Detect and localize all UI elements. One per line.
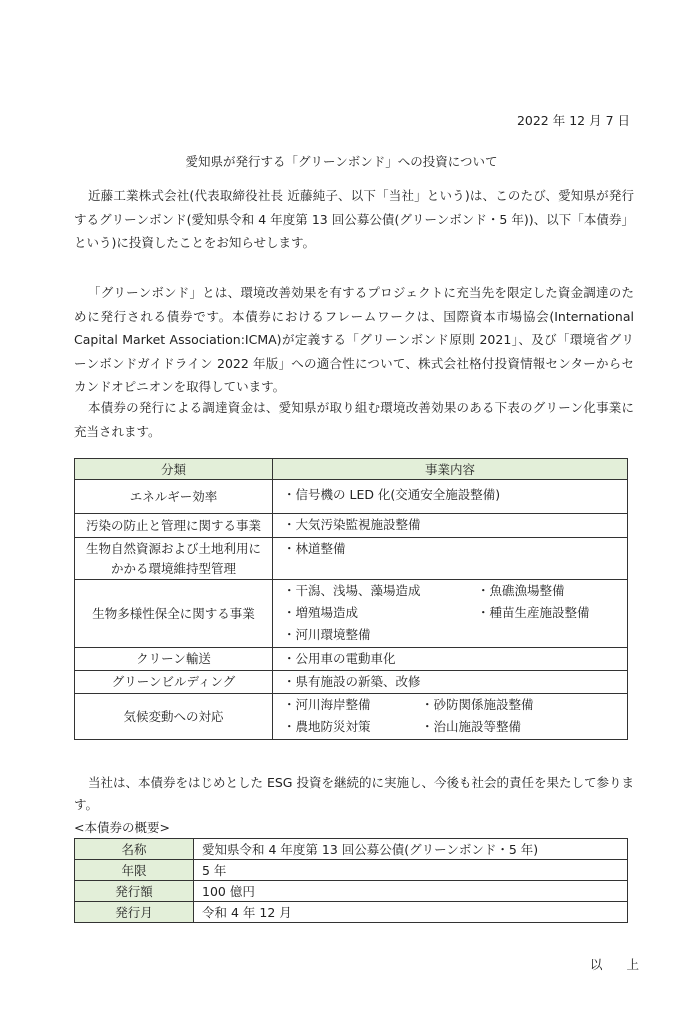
table-row — [75, 648, 628, 671]
category-cell: 生物多様性保全に関する事業 — [75, 580, 273, 648]
summary-value: 愛知県令和 4 年度第 13 回公募公債(グリーンボンド・5 年) — [194, 839, 628, 860]
category-cell: クリーン輸送 — [75, 648, 273, 671]
table-row — [75, 514, 628, 538]
summary-key: 年限 — [75, 860, 194, 881]
bond-summary-table — [74, 838, 628, 923]
project-cell — [273, 671, 628, 694]
project-item: ・増殖場造成 — [283, 605, 359, 620]
project-item: ・県有施設の新築、改修 — [283, 674, 421, 689]
table-row — [75, 538, 628, 580]
summary-value: 100 億円 — [194, 881, 628, 902]
category-cell: エネルギー効率 — [75, 480, 273, 514]
project-item: ・農地防災対策 — [283, 719, 371, 734]
summary-row — [75, 902, 628, 923]
category-cell: 汚染の防止と管理に関する事業 — [75, 514, 273, 538]
project-item: ・林道整備 — [283, 541, 346, 556]
project-item: ・大気汚染監視施設整備 — [283, 517, 421, 532]
fund-usage-paragraph: 本債券の発行による調達資金は、愛知県が取り組む環境改善効果のある下表のグリーン化事業に充当されます。 — [74, 400, 634, 439]
header-category: 分類 — [75, 459, 273, 480]
table-row — [75, 580, 628, 648]
summary-value: 令和 4 年 12 月 — [194, 902, 628, 923]
project-item: ・公用車の電動車化 — [283, 651, 396, 666]
summary-row — [75, 839, 628, 860]
summary-value: 5 年 — [194, 860, 628, 881]
document-title: 愛知県が発行する「グリーンボンド」への投資について — [185, 154, 498, 169]
table-row — [75, 694, 628, 740]
category-cell: 気候変動への対応 — [75, 694, 273, 740]
project-cell — [273, 648, 628, 671]
green-bond-explanation-paragraph: 「グリーンボンド」とは、環境改善効果を有するプロジェクトに充当先を限定した資金調達のために発行される債券です。本債券におけるフレームワークは、国際資本市場協会(International Capital Market Association:ICMA)が定義する「グリーンボンド原則 2021」、及び「環境省グリーンボンドガイドライン 2022 年版」への適合性について、株式会社格付投資情報センターからセカンドオピニオンを取得しています。 — [74, 285, 634, 394]
bond-summary-heading: <本債券の概要> — [74, 820, 170, 835]
project-item-grid — [283, 580, 627, 646]
table-header-row — [75, 459, 628, 480]
category-cell: 生物自然資源および土地利用にかかる環境維持型管理 — [75, 538, 273, 580]
summary-row — [75, 860, 628, 881]
project-item: ・種苗生産施設整備 — [477, 605, 590, 620]
summary-key: 名称 — [75, 839, 194, 860]
document-date: 2022 年 12 月 7 日 — [516, 113, 630, 128]
project-item: ・河川海岸整備 — [283, 697, 371, 712]
project-item: ・治山施設等整備 — [421, 719, 522, 734]
closing-statement: 当社は、本債券をはじめとした ESG 投資を継続的に実施し、今後も社会的責任を果たして参ります。 — [74, 775, 634, 812]
project-item: ・干潟、浅場、藻場造成 — [283, 583, 421, 598]
project-item: ・魚礁漁場整備 — [477, 583, 565, 598]
project-cell — [273, 538, 628, 580]
project-category-table — [74, 458, 628, 740]
project-cell — [273, 480, 628, 514]
header-project: 事業内容 — [273, 459, 628, 480]
end-mark: 以 上 — [590, 957, 649, 972]
project-cell — [273, 580, 628, 648]
project-cell — [273, 694, 628, 740]
project-item: ・河川環境整備 — [283, 627, 371, 642]
project-item: ・信号機の LED 化(交通安全施設整備) — [283, 487, 501, 502]
project-item-grid — [283, 694, 627, 738]
table-row — [75, 671, 628, 694]
table-row — [75, 480, 628, 514]
project-cell — [273, 514, 628, 538]
category-cell: グリーンビルディング — [75, 671, 273, 694]
intro-paragraph: 近藤工業株式会社(代表取締役社長 近藤純子、以下「当社」という)は、このたび、愛知県が発行するグリーンボンド(愛知県令和 4 年度第 13 回公募公債(グリーンボンド・5 年))、以下「本債券」という)に投資したことをお知らせします。 — [74, 188, 634, 250]
summary-key: 発行額 — [75, 881, 194, 902]
project-item: ・砂防関係施設整備 — [421, 697, 534, 712]
summary-row — [75, 881, 628, 902]
summary-key: 発行月 — [75, 902, 194, 923]
